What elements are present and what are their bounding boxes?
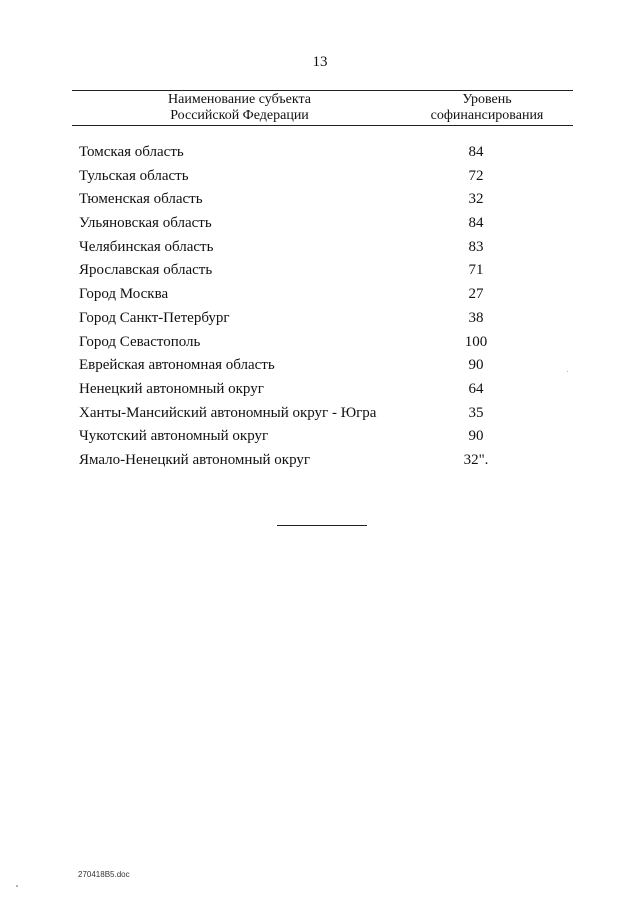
table-row [79,165,573,189]
end-divider [277,525,367,526]
table-header [72,90,573,126]
footer-filename: 270418B5.doc [78,870,130,879]
subject-name-cell: Челябинская область [79,238,214,255]
table-body [79,141,573,473]
subject-name-cell: Ярославская область [79,262,213,279]
header-level-line1: Уровень [462,92,512,107]
cofinancing-level-cell: 90 [468,357,484,374]
header-subject-line2: Российской Федерации [170,108,309,123]
cofinancing-level-cell: 64 [468,380,484,397]
subject-name-cell: Тульская область [79,167,189,184]
cofinancing-level-cell: 84 [468,215,484,232]
table-row [79,141,573,165]
subject-name-cell: Город Москва [79,286,169,303]
header-subject-line1: Наименование субъекта [168,92,311,107]
cofinancing-level-cell: 32". [463,451,489,468]
subject-name-cell: Ульяновская область [79,215,212,232]
header-subject-name [72,92,407,124]
table-row [79,425,573,449]
cofinancing-level-cell: 83 [468,238,484,255]
scan-speck [16,885,18,887]
cofinancing-level-cell: 72 [468,167,484,184]
header-level-line2: софинансирования [430,108,544,123]
cofinancing-level-cell: 71 [468,262,484,279]
cofinancing-level-cell: 90 [468,428,484,445]
table-row [79,259,573,283]
subject-name-cell: Томская область [79,144,184,160]
table-row [79,212,573,236]
cofinancing-level-cell: 35 [468,404,484,421]
subject-name-cell: Город Севастополь [79,333,201,350]
cofinancing-level-cell: 100 [464,333,488,350]
table-row [79,283,573,307]
table-row [79,378,573,402]
cofinancing-level-cell: 27 [468,286,484,303]
table-row [79,354,573,378]
subject-name-cell: Ямало-Ненецкий автономный округ [79,451,311,468]
table-row [79,188,573,212]
cofinancing-level-cell: 32 [468,191,484,208]
table-row [79,402,573,426]
table-row [79,331,573,355]
page-number: 13 [312,54,328,70]
table-row [79,307,573,331]
table-row [79,236,573,260]
table-row [79,449,573,473]
cofinancing-level-cell: 38 [468,309,484,326]
header-cofinancing-level [402,92,572,124]
subject-name-cell: Ханты-Мансийский автономный округ - Югра [79,404,377,421]
subject-name-cell: Тюменская область [79,191,203,208]
scan-speck [567,371,568,372]
subject-name-cell: Еврейская автономная область [79,357,275,374]
subject-name-cell: Ненецкий автономный округ [79,380,264,397]
subject-name-cell: Чукотский автономный округ [79,428,269,445]
cofinancing-level-cell: 84 [468,144,484,160]
subject-name-cell: Город Санкт-Петербург [79,309,230,326]
